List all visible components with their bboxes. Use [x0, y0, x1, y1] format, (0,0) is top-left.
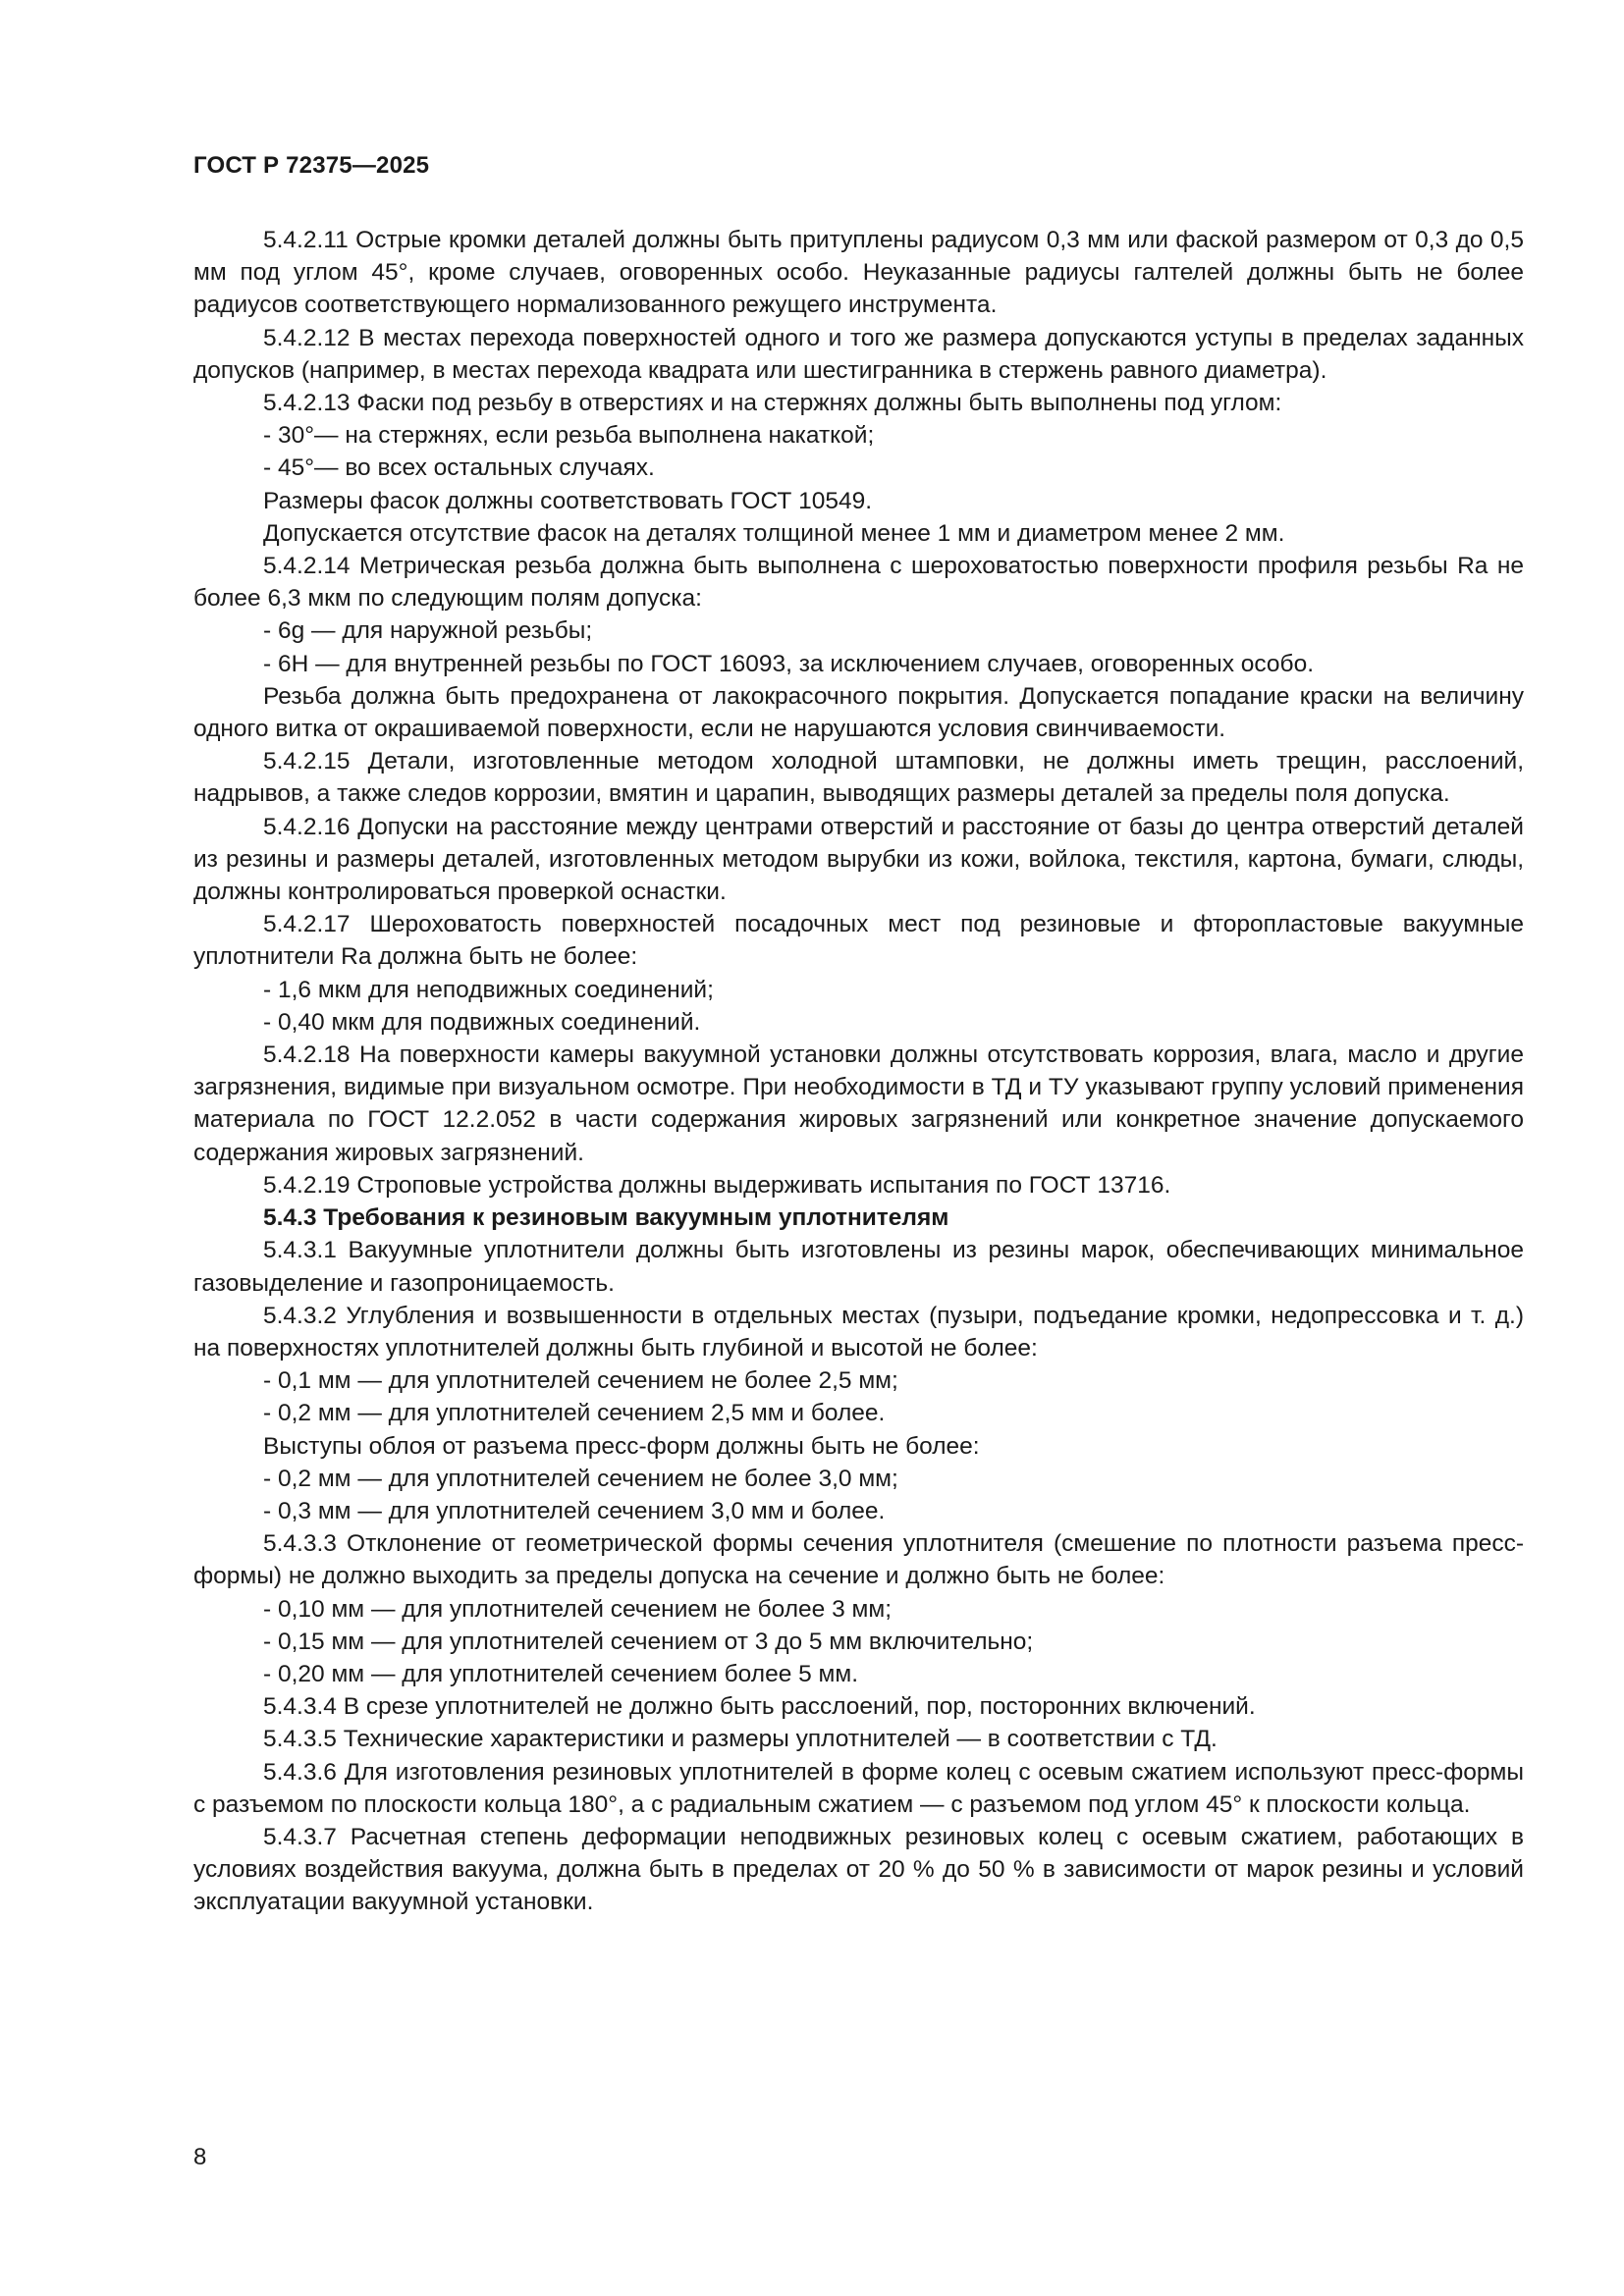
document-header: ГОСТ Р 72375—2025	[193, 152, 430, 179]
paragraph: Резьба должна быть предохранена от лакокрасочного покрытия. Допускается попадание краски на величину одного витка от окрашиваемой поверхности, если не нарушаются условия свинчиваемости.	[193, 682, 1524, 743]
paragraph: - 0,40 мкм для подвижных соединений.	[263, 1008, 701, 1036]
paragraph: 5.4.3.3 Отклонение от геометрической формы сечения уплотнителя (смешение по плотности разъема пресс-формы) не должно выходить за пределы допуска на сечение и должно быть не более:	[193, 1530, 1524, 1590]
paragraph: 5.4.2.18 На поверхности камеры вакуумной установки должны отсутствовать коррозия, влага, масло и другие загрязнения, видимые при визуальном осмотре. При необходимости в ТД и ТУ указывают группу условий применения материала по ГОСТ 12.2.052 в части содержания жировых загрязнений или конкретное значение допускаемого содержания жировых загрязнений.	[193, 1041, 1524, 1166]
paragraph: - 6H — для внутренней резьбы по ГОСТ 16093, за исключением случаев, оговоренных особо.	[263, 650, 1314, 677]
section-heading: 5.4.3 Требования к резиновым вакуумным уплотнителям	[263, 1204, 949, 1232]
paragraph: 5.4.3.7 Расчетная степень деформации неподвижных резиновых колец с осевым сжатием, работающих в условиях воздействия вакуума, должна быть в пределах от 20 % до 50 % в зависимости от марок резины и условий эксплуатации вакуумной установки.	[193, 1823, 1524, 1916]
paragraph: 5.4.2.14 Метрическая резьба должна быть выполнена с шероховатостью поверхности профиля резьбы Ra не более 6,3 мкм по следующим полям допуска:	[193, 553, 1524, 613]
paragraph: 5.4.2.13 Фаски под резьбу в отверстиях и на стержнях должны быть выполнены под углом:	[263, 390, 1282, 417]
paragraph: - 0,3 мм — для уплотнителей сечением 3,0 мм и более.	[263, 1497, 886, 1524]
paragraph: - 0,2 мм — для уплотнителей сечением 2,5 мм и более.	[263, 1400, 886, 1427]
paragraph: - 0,2 мм — для уплотнителей сечением не более 3,0 мм;	[263, 1465, 898, 1492]
paragraph: - 0,1 мм — для уплотнителей сечением не более 2,5 мм;	[263, 1367, 898, 1395]
paragraph: 5.4.3.6 Для изготовления резиновых уплотнителей в форме колец с осевым сжатием используют пресс-формы с разъемом по плоскости кольца 180°, а с радиальным сжатием — с разъемом под углом 45° к плоскости кольца.	[193, 1758, 1524, 1818]
paragraph: - 45°— во всех остальных случаях.	[263, 454, 655, 482]
paragraph: 5.4.3.2 Углубления и возвышенности в отдельных местах (пузыри, подъедание кромки, недопрессовка и т. д.) на поверхностях уплотнителей должны быть глубиной и высотой не более:	[193, 1302, 1524, 1362]
paragraph: - 1,6 мкм для неподвижных соединений;	[263, 976, 714, 1003]
document-body	[193, 224, 1524, 1919]
paragraph: 5.4.2.15 Детали, изготовленные методом холодной штамповки, не должны иметь трещин, расслоений, надрывов, а также следов коррозии, вмятин и царапин, выводящих размеры деталей за пределы поля допуска.	[193, 748, 1524, 808]
paragraph: - 0,10 мм — для уплотнителей сечением не более 3 мм;	[263, 1595, 893, 1623]
paragraph: 5.4.3.5 Технические характеристики и размеры уплотнителей — в соответствии с ТД.	[263, 1726, 1218, 1753]
paragraph: - 0,20 мм — для уплотнителей сечением более 5 мм.	[263, 1660, 859, 1687]
paragraph: - 30°— на стержнях, если резьба выполнена накаткой;	[263, 422, 875, 450]
paragraph: 5.4.2.16 Допуски на расстояние между центрами отверстий и расстояние от базы до центра отверстий деталей из резины и размеры деталей, изготовленных методом вырубки из кожи, войлока, текстиля, картона, бумаги, слюды, должны контролироваться проверкой оснастки.	[193, 813, 1524, 906]
paragraph: Допускается отсутствие фасок на деталях толщиной менее 1 мм и диаметром менее 2 мм.	[263, 519, 1285, 547]
paragraph: Выступы облоя от разъема пресс-форм должны быть не более:	[263, 1432, 980, 1460]
paragraph: - 0,15 мм — для уплотнителей сечением от 3 до 5 мм включительно;	[263, 1628, 1034, 1655]
paragraph: 5.4.2.11 Острые кромки деталей должны быть притуплены радиусом 0,3 мм или фаской размером от 0,3 до 0,5 мм под углом 45°, кроме случаев, оговоренных особо. Неуказанные радиусы галтелей должны быть не более радиусов соответствующего нормализованного режущего инструмента.	[193, 227, 1524, 319]
paragraph: Размеры фасок должны соответствовать ГОСТ 10549.	[263, 487, 873, 514]
paragraph: 5.4.3.4 В срезе уплотнителей не должно быть расслоений, пор, посторонних включений.	[263, 1693, 1256, 1721]
paragraph: 5.4.2.17 Шероховатость поверхностей посадочных мест под резиновые и фторопластовые вакуумные уплотнители Ra должна быть не более:	[193, 911, 1524, 971]
paragraph: - 6g — для наружной резьбы;	[263, 617, 593, 645]
paragraph: 5.4.3.1 Вакуумные уплотнители должны быть изготовлены из резины марок, обеспечивающих минимальное газовыделение и газопроницаемость.	[193, 1237, 1524, 1297]
page-number: 8	[193, 2144, 207, 2170]
paragraph: 5.4.2.19 Строповые устройства должны выдерживать испытания по ГОСТ 13716.	[263, 1171, 1171, 1199]
paragraph: 5.4.2.12 В местах перехода поверхностей одного и того же размера допускаются уступы в пределах заданных допусков (например, в местах перехода квадрата или шестигранника в стержень равного диаметра).	[193, 324, 1524, 384]
